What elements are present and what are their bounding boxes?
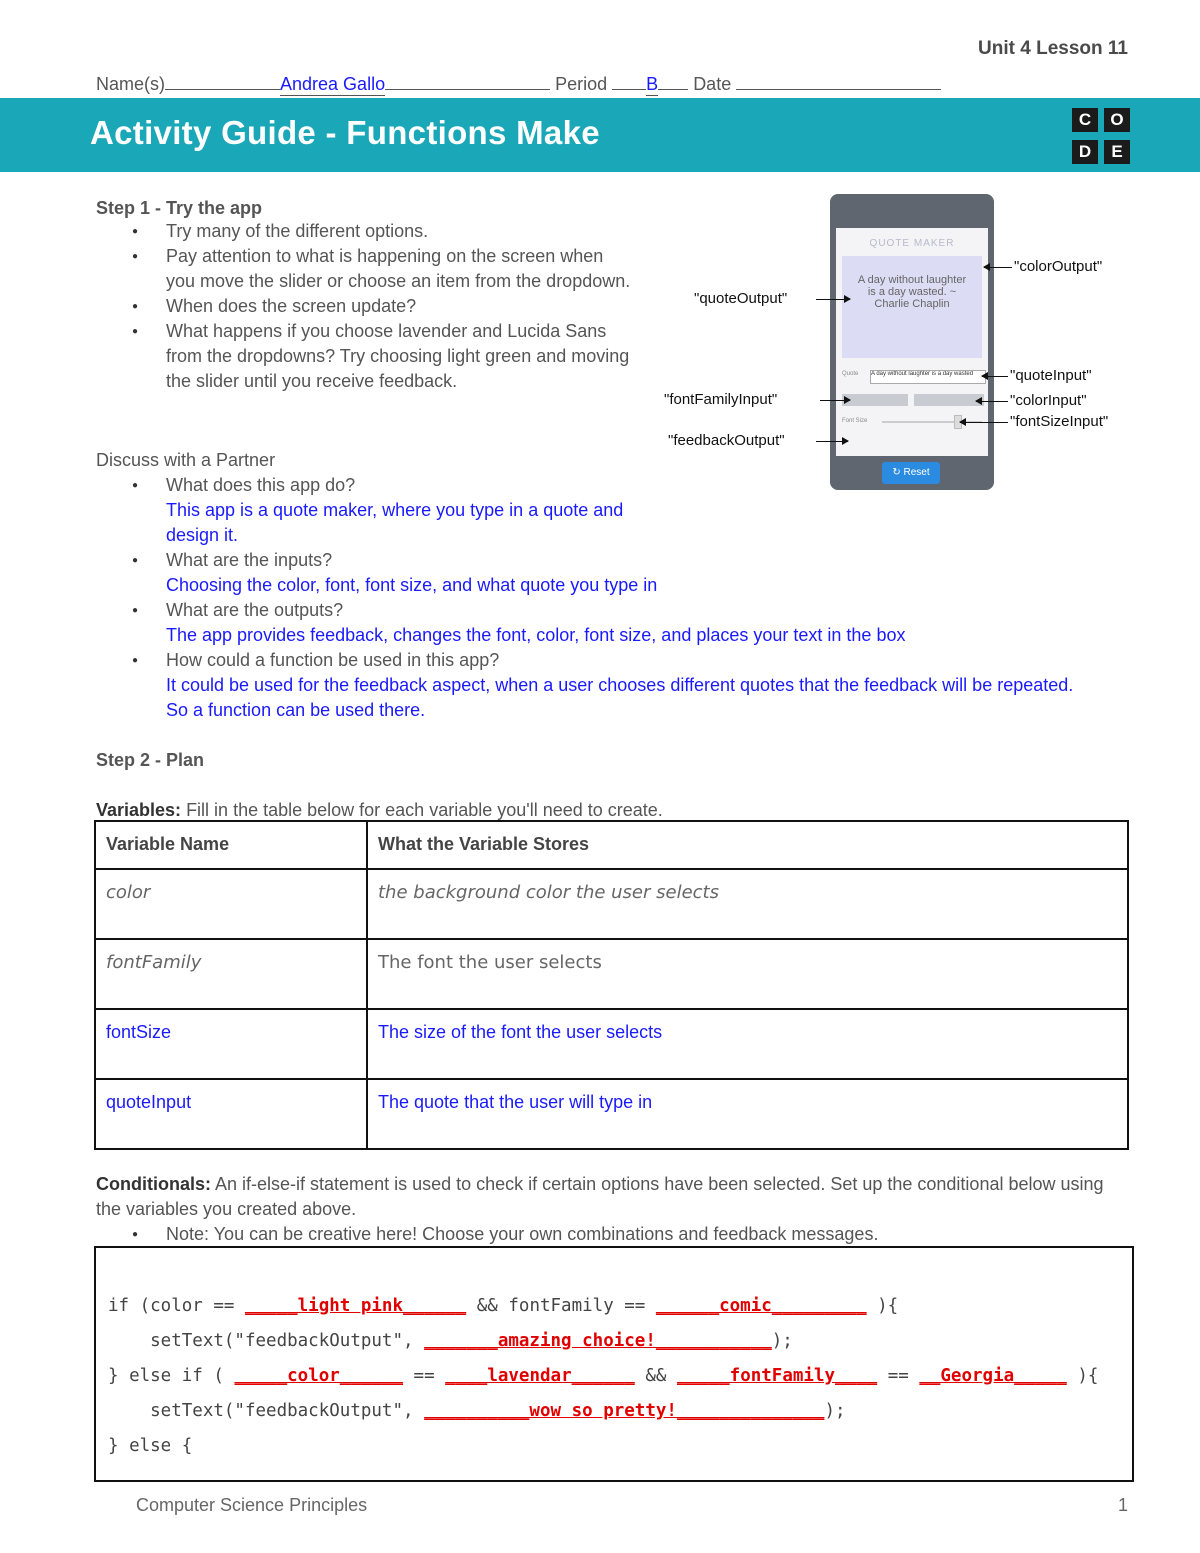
app-diagram bbox=[660, 190, 1140, 490]
color-dropdown[interactable] bbox=[914, 394, 984, 406]
code-fill-blank[interactable]: _____light pink______ bbox=[244, 1296, 467, 1316]
step2-heading: Step 2 - Plan bbox=[96, 750, 205, 770]
code-fill-blank[interactable]: ____lavendar______ bbox=[445, 1366, 635, 1386]
logo-letter-o: O bbox=[1104, 108, 1130, 132]
logo-letter-d: D bbox=[1072, 140, 1098, 164]
discuss-answer[interactable]: The app provides feedback, changes the font, color, font size, and places your text in the box bbox=[166, 625, 906, 645]
discuss-question: ● What does this app do? bbox=[166, 475, 356, 495]
variable-stores-cell[interactable]: The quote that the user will type in bbox=[367, 1079, 1128, 1149]
discuss-item bbox=[96, 598, 1106, 648]
code-fill-blank[interactable]: __________wow so pretty!______________ bbox=[424, 1401, 825, 1421]
discuss-question: ● How could a function be used in this app? bbox=[166, 650, 500, 670]
phone-mockup bbox=[830, 194, 994, 490]
label-color-output: "colorOutput" bbox=[1014, 258, 1103, 275]
code-fill-blank[interactable]: _____color______ bbox=[234, 1366, 404, 1386]
period-value[interactable]: B bbox=[646, 74, 659, 94]
unit-lesson-label: Unit 4 Lesson 11 bbox=[978, 38, 1128, 59]
code-line-3: } else if ( _____color______ == ____lavendar______ && _____fontFamily____ == __Georgia_____ ){ bbox=[108, 1366, 1099, 1386]
code-fill-blank[interactable]: _______amazing choice!___________ bbox=[424, 1331, 772, 1351]
table-row bbox=[95, 1079, 1128, 1149]
step1-list bbox=[0, 219, 656, 394]
step1-section bbox=[96, 198, 656, 394]
conditional-code-box bbox=[94, 1246, 1134, 1482]
label-font-size-input: "fontSizeInput" bbox=[1010, 413, 1109, 430]
refresh-icon: ↻ bbox=[892, 467, 901, 478]
date-label: Date bbox=[693, 74, 732, 94]
font-size-label: Font Size bbox=[842, 418, 868, 424]
variables-text: Fill in the table below for each variable you'll need to create. bbox=[181, 800, 663, 820]
arrow-feedback-output bbox=[816, 441, 848, 442]
discuss-item bbox=[96, 548, 1106, 598]
arrow-font-family-input bbox=[820, 400, 850, 401]
quote-output-text: A day without laughter is a day wasted. ~ Charlie Chaplin bbox=[857, 274, 967, 310]
font-family-dropdown[interactable] bbox=[842, 394, 908, 406]
name-label: Name(s) bbox=[96, 74, 166, 94]
variables-table bbox=[94, 820, 1129, 1150]
variable-name-cell[interactable]: quoteInput bbox=[95, 1079, 367, 1149]
logo-letter-e: E bbox=[1104, 140, 1130, 164]
discuss-item bbox=[96, 648, 1106, 723]
quote-input-field[interactable]: A day without laughter is a day wasted bbox=[870, 370, 986, 384]
step1-bullet: ● Try many of the different options. bbox=[96, 219, 656, 244]
arrow-quote-output bbox=[816, 299, 850, 300]
code-line-1: if (color == _____light pink______ && fontFamily == ______comic_________ ){ bbox=[108, 1296, 899, 1316]
table-row bbox=[95, 939, 1128, 1009]
code-fill-blank[interactable]: __Georgia_____ bbox=[919, 1366, 1067, 1386]
code-line-5: } else { bbox=[108, 1436, 193, 1456]
conditionals-note-list bbox=[0, 1222, 1010, 1247]
label-feedback-output: "feedbackOutput" bbox=[668, 432, 785, 449]
table-row bbox=[95, 1009, 1128, 1079]
table-row bbox=[95, 869, 1128, 939]
variables-label: Variables: bbox=[96, 800, 182, 820]
logo-letter-c: C bbox=[1072, 108, 1098, 132]
name-value[interactable]: Andrea Gallo bbox=[280, 74, 386, 94]
code-line-2: setText("feedbackOutput", _______amazing choice!___________); bbox=[108, 1331, 793, 1351]
date-field[interactable] bbox=[736, 89, 941, 90]
step1-bullet: ● What happens if you choose lavender and Lucida Sans from the dropdowns? Try choosing light green and moving the slider until you receive feedback. bbox=[96, 319, 636, 394]
col-header-variable-name: Variable Name bbox=[95, 821, 367, 869]
discuss-section bbox=[96, 448, 1106, 723]
variable-name-cell[interactable]: fontSize bbox=[95, 1009, 367, 1079]
discuss-item bbox=[96, 473, 1106, 548]
variable-stores-cell[interactable]: the background color the user selects bbox=[367, 869, 1128, 939]
discuss-answer[interactable]: This app is a quote maker, where you type in a quote and design it. bbox=[166, 500, 624, 545]
conditionals-label: Conditionals: bbox=[96, 1174, 211, 1194]
discuss-question: ● What are the outputs? bbox=[166, 600, 344, 620]
reset-label: Reset bbox=[903, 467, 930, 478]
app-title: QUOTE MAKER bbox=[869, 238, 955, 249]
page-title: Activity Guide - Functions Make bbox=[90, 114, 600, 151]
code-logo bbox=[1070, 106, 1136, 166]
discuss-list bbox=[0, 473, 1106, 723]
variable-name-cell[interactable]: fontFamily bbox=[95, 939, 367, 1009]
table-header-row bbox=[95, 821, 1128, 869]
name-period-date-line bbox=[96, 74, 941, 96]
variable-name-cell[interactable]: color bbox=[95, 869, 367, 939]
conditionals-text: An if-else-if statement is used to check if certain options have been selected. Set up the conditional below using the variables you created above. bbox=[96, 1174, 1104, 1219]
page-number: 1 bbox=[1117, 1495, 1128, 1515]
label-quote-output: "quoteOutput" bbox=[694, 290, 788, 307]
variable-stores-cell[interactable]: The font the user selects bbox=[367, 939, 1128, 1009]
discuss-answer[interactable]: Choosing the color, font, font size, and what quote you type in bbox=[166, 575, 658, 595]
step1-bullet: ● When does the screen update? bbox=[96, 294, 656, 319]
discuss-question: ● What are the inputs? bbox=[166, 550, 333, 570]
step1-heading: Step 1 - Try the app bbox=[96, 198, 263, 218]
code-line-4: setText("feedbackOutput", __________wow so pretty!______________); bbox=[108, 1401, 846, 1421]
arrow-color-input bbox=[976, 401, 1008, 402]
discuss-answer[interactable]: It could be used for the feedback aspect, when a user chooses different quotes that the feedback will be repeated. So a function can be used there. bbox=[166, 675, 1074, 720]
arrow-font-size-input bbox=[960, 422, 1008, 423]
col-header-variable-stores: What the Variable Stores bbox=[367, 821, 1128, 869]
conditionals-instructions bbox=[96, 1172, 1106, 1222]
variable-stores-cell[interactable]: The size of the font the user selects bbox=[367, 1009, 1128, 1079]
label-font-family-input: "fontFamilyInput" bbox=[664, 391, 778, 408]
conditionals-note: ● Note: You can be creative here! Choose your own combinations and feedback messages. bbox=[96, 1222, 1010, 1247]
code-fill-blank[interactable]: _____fontFamily____ bbox=[676, 1366, 878, 1386]
arrow-color-output bbox=[984, 267, 1012, 268]
label-quote-input: "quoteInput" bbox=[1010, 367, 1092, 384]
discuss-heading: Discuss with a Partner bbox=[96, 450, 276, 470]
code-fill-blank[interactable]: ______comic_________ bbox=[655, 1296, 867, 1316]
period-label: Period bbox=[555, 74, 608, 94]
label-color-input: "colorInput" bbox=[1010, 392, 1087, 409]
footer-course: Computer Science Principles bbox=[136, 1495, 368, 1515]
step1-bullet: ● Pay attention to what is happening on the screen when you move the slider or choose an item from the dropdown. bbox=[96, 244, 636, 294]
quote-field-label: Quote bbox=[842, 371, 859, 377]
arrow-quote-input bbox=[982, 376, 1008, 377]
